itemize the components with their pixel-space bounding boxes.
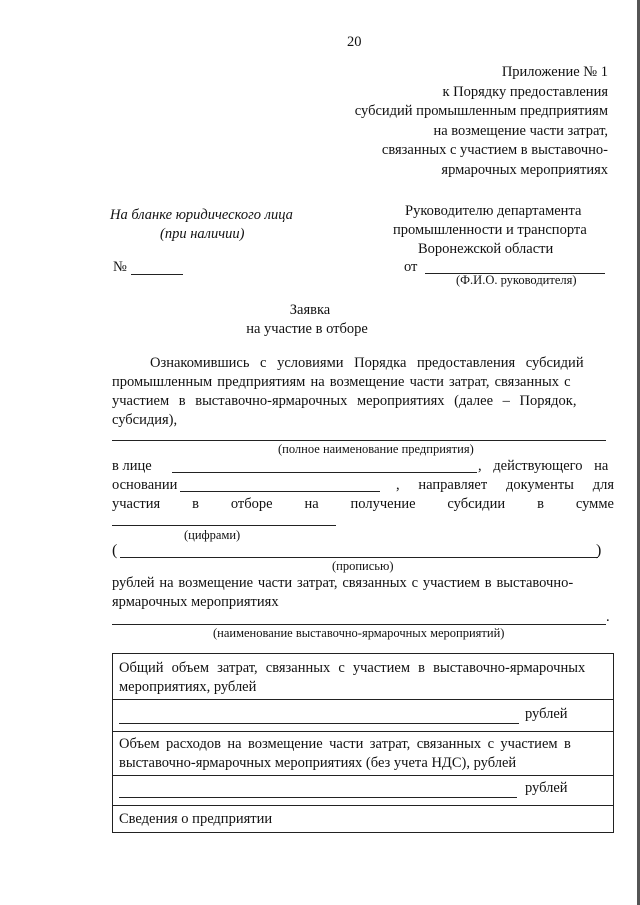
participation-words: [112, 496, 614, 513]
sends-word: направляет: [418, 477, 488, 493]
letterhead-line1: На бланке юридического лица: [110, 207, 293, 223]
appendix-line: связанных с участием в выставочно-: [381, 142, 608, 158]
words-hint: (прописью): [332, 559, 394, 573]
appendix-line: ярмарочных мероприятиях: [441, 161, 608, 178]
sends-word: ,: [396, 477, 400, 493]
letterhead-line2: (при наличии): [160, 226, 245, 242]
event-name-field[interactable]: [112, 624, 606, 625]
in-person-field[interactable]: [172, 472, 477, 473]
table-divider: [113, 699, 613, 700]
intro-line1-text: Ознакомившись с условиями Порядка предоставления субсидий: [150, 355, 584, 371]
table-divider: [113, 775, 613, 776]
event-hint: (наименование выставочно-ярмарочных мероприятий): [213, 626, 505, 640]
participation-word: на: [304, 496, 319, 512]
intro-line4: субсидия),: [112, 412, 178, 428]
participation-word: в: [537, 496, 544, 512]
heading-title: Заявка: [289, 302, 331, 318]
intro-line3: участием в выставочно-ярмарочных мероприятиях (далее – Порядок,: [112, 393, 577, 409]
enterprise-hint: (полное наименование предприятия): [278, 442, 474, 456]
page-number: 20: [347, 34, 362, 50]
table-row1-line2: мероприятиях, рублей: [119, 679, 257, 695]
table-row3-line1: Объем расходов на возмещение части затрат, связанных с участием в: [119, 736, 571, 752]
participation-word: субсидии: [447, 496, 506, 512]
total-costs-field[interactable]: [119, 723, 519, 724]
appendix-line: субсидий промышленным предприятиям: [354, 103, 608, 119]
open-paren: (: [112, 542, 118, 559]
table-divider: [113, 805, 613, 806]
appendix-line: на возмещение части затрат,: [433, 122, 608, 139]
table-row4-unit: рублей: [525, 780, 568, 796]
number-label: №: [113, 259, 127, 275]
appendix-title: Приложение № 1: [501, 64, 608, 80]
addressee-line2: промышленности и транспорта: [393, 222, 587, 238]
reimbursement-field[interactable]: [119, 797, 517, 798]
sends-word: документы: [505, 477, 574, 493]
digits-hint: (цифрами): [184, 528, 241, 542]
event-end-mark: .: [606, 609, 610, 625]
participation-word: отборе: [230, 496, 273, 512]
enterprise-name-field[interactable]: [112, 440, 606, 441]
rubles-line2: ярмарочных мероприятиях: [112, 594, 279, 610]
from-label: от: [404, 259, 418, 275]
appendix-line: к Порядку предоставления: [442, 83, 608, 100]
close-paren: ): [596, 542, 602, 559]
participation-word: сумме: [575, 496, 614, 512]
number-field-line[interactable]: [131, 274, 183, 275]
basis-label: основании: [112, 477, 178, 493]
intro-line1: [150, 355, 613, 372]
basis-field[interactable]: [180, 491, 380, 492]
from-hint: (Ф.И.О. руководителя): [456, 273, 577, 287]
table-row1-line1: Общий объем затрат, связанных с участием в выставочно-ярмарочных: [119, 660, 586, 676]
appendix-block: [355, 63, 608, 180]
table-row2-unit: рублей: [525, 706, 568, 722]
addressee-line3: Воронежской области: [418, 241, 554, 257]
heading-subtitle: на участие в отборе: [246, 321, 368, 337]
costs-table: [112, 653, 614, 833]
amount-digits-field[interactable]: [112, 525, 336, 526]
participation-word: получение: [350, 496, 416, 512]
in-person-label: в лице: [112, 458, 152, 474]
acting-label: , действующего на: [478, 458, 609, 474]
participation-word: участия: [112, 496, 161, 512]
intro-line2: промышленным предприятиям на возмещение части затрат, связанных с: [112, 374, 571, 390]
table-divider: [113, 731, 613, 732]
table-row5: Сведения о предприятии: [119, 811, 273, 827]
table-row3-line2: выставочно-ярмарочных мероприятиях (без учета НДС), рублей: [119, 755, 517, 771]
addressee-line1: Руководителю департамента: [405, 203, 582, 219]
sends-word: для: [592, 477, 614, 493]
rubles-line1: рублей на возмещение части затрат, связанных с участием в выставочно-: [112, 575, 574, 591]
sends-words: [396, 477, 614, 494]
participation-word: в: [192, 496, 199, 512]
amount-words-field[interactable]: [120, 557, 598, 558]
